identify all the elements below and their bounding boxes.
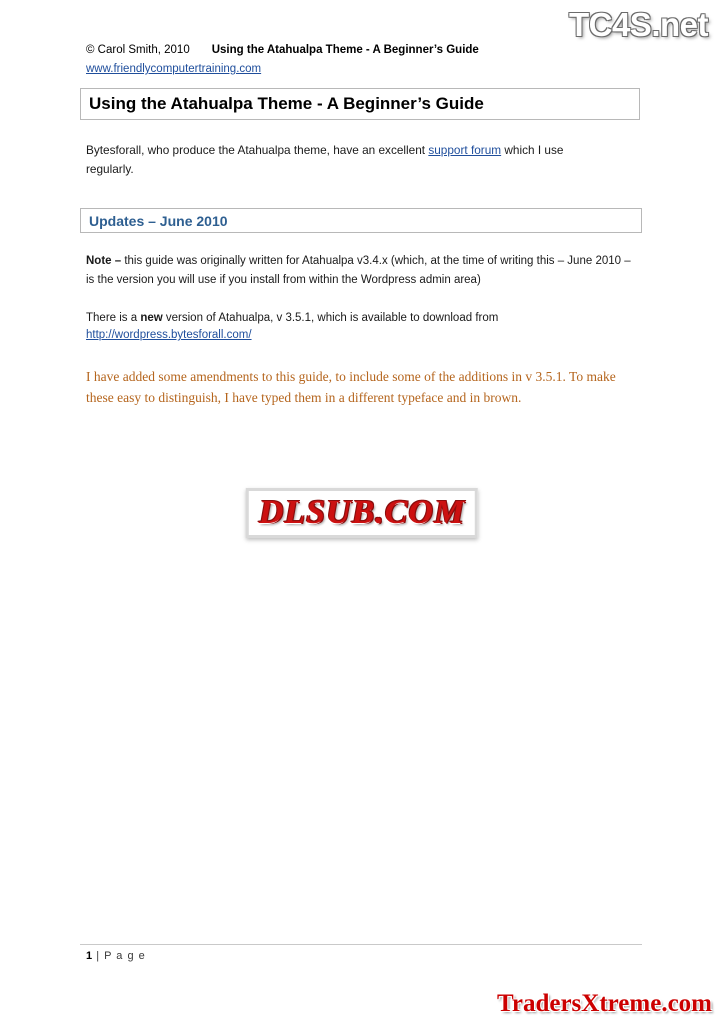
document-header xyxy=(86,42,646,77)
note-label: Note – xyxy=(86,255,125,267)
copyright-text: © Carol Smith, 2010 xyxy=(86,44,190,56)
footer-page-indicator xyxy=(86,950,146,962)
support-forum-link[interactable]: support forum xyxy=(428,143,502,157)
header-title-text: Using the Atahualpa Theme - A Beginner’s Guide xyxy=(211,44,479,56)
footer-page-label: | P a g e xyxy=(96,950,146,962)
header-line xyxy=(86,42,646,59)
intro-paragraph xyxy=(86,141,596,179)
page-title: Using the Atahualpa Theme - A Beginner’s Guide xyxy=(89,94,484,113)
watermark-center: DLSUB.COM xyxy=(246,488,478,538)
document-title-box xyxy=(80,88,640,120)
new-version-paragraph xyxy=(86,309,638,328)
note-paragraph xyxy=(86,252,638,290)
updates-heading: Updates – June 2010 xyxy=(89,212,228,229)
watermark-bottom-right: TradersXtreme.com xyxy=(497,990,712,1017)
intro-text-before: Bytesforall, who produce the Atahualpa theme, have an excellent xyxy=(86,143,429,157)
watermark-top-right: TC4S.net xyxy=(568,6,708,43)
new-version-before: There is a xyxy=(86,312,141,324)
footer-page-number: 1 xyxy=(86,950,93,962)
note-text: this guide was originally written for Atahualpa v3.4.x (which, at the time of writing this – June 2010 – is the version you will use if you install from within the Wordpress admin area) xyxy=(86,255,631,286)
download-link[interactable]: http://wordpress.bytesforall.com/ xyxy=(86,329,252,341)
new-version-bold: new xyxy=(140,312,163,324)
footer-divider xyxy=(80,944,642,945)
header-website-link[interactable]: www.friendlycomputertraining.com xyxy=(86,63,262,75)
intro-text-after: which I use regularly. xyxy=(86,143,564,176)
new-version-after: version of Atahualpa, v 3.5.1, which is available to download from xyxy=(162,312,499,324)
updates-heading-box xyxy=(80,208,642,233)
amendment-paragraph: I have added some amendments to this guide, to include some of the additions in v 3.5.1. To make these easy to distinguish, I have typed them in a different typeface and in brown. xyxy=(86,369,616,405)
